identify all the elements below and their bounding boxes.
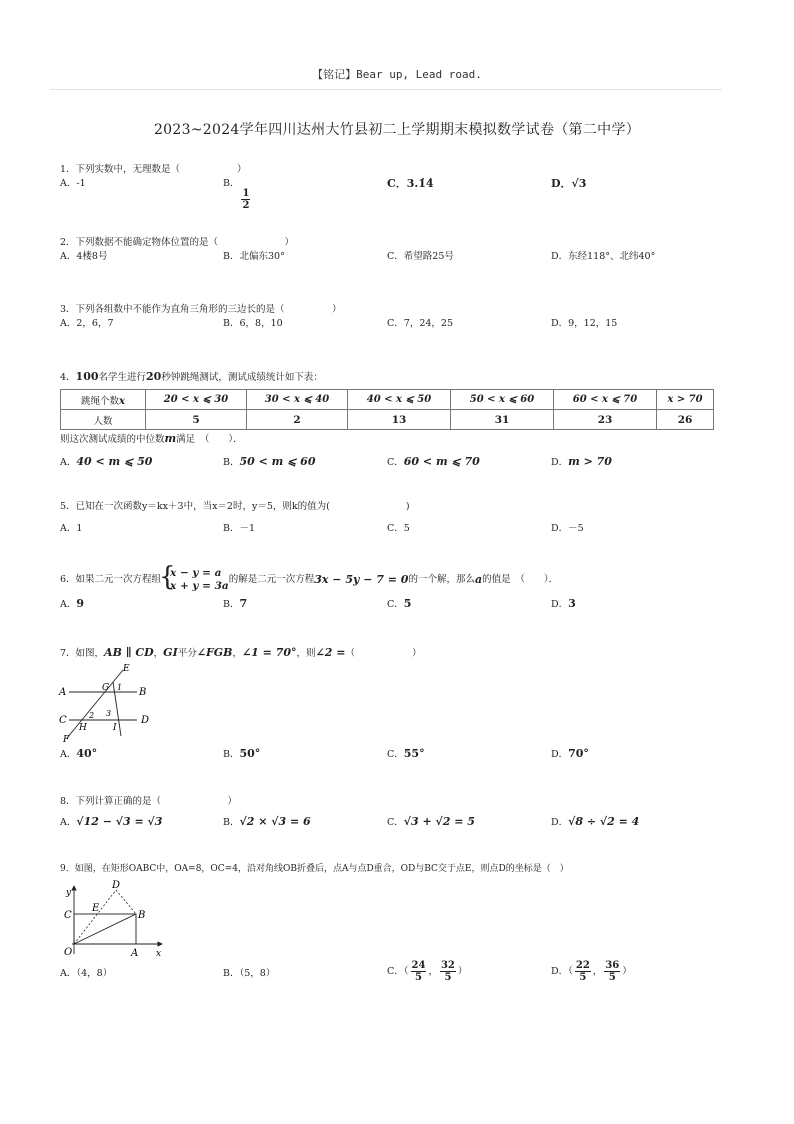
- option-d: D．东经118°、北纬40°: [551, 251, 656, 262]
- option-b: B．√2 × √3 = 6: [223, 815, 311, 828]
- question-stem: 4．100名学生进行20秒钟跳绳测试，测试成绩统计如下表：: [60, 370, 323, 383]
- rectangle-fold-figure: [58, 876, 168, 960]
- label-c: C: [64, 910, 72, 921]
- motto-header: 【铭记】Bear up, Lead road.: [312, 68, 482, 81]
- question-stem: 9．如图，在矩形OABC中，OA=8，OC=4，沿对角线OB折叠后，点A与点D重合，OD与BC交于点E，则点D的坐标是（ ）: [60, 864, 569, 874]
- option-c: C．7，24，25: [387, 318, 453, 329]
- label-a: A: [59, 687, 67, 698]
- option-c: C．3.1̇4̇: [387, 177, 434, 190]
- option-b: B．北偏东30°: [223, 251, 285, 262]
- option-c: C．5: [387, 597, 412, 610]
- option-d: D．m > 70: [551, 455, 612, 468]
- label-o: O: [64, 947, 73, 958]
- label-d: D: [141, 715, 150, 726]
- question-9-options: [60, 960, 720, 990]
- question-4-continued: [60, 432, 720, 481]
- table-row: [61, 410, 714, 430]
- option-a: A．（4，8）: [60, 968, 113, 979]
- question-7-options: [60, 747, 720, 773]
- option-d: D．（ $\frac{22}{5}$ ， $\frac{36}{5}$ ）: [551, 960, 632, 983]
- header-divider: [50, 89, 722, 90]
- label-i: I: [113, 723, 117, 733]
- option-b: B．7: [223, 597, 248, 610]
- question-stem: 6．如果二元一次方程组 { x − y = a x + y = 3a 的解是二元一次方程 3x − 5y − 7 = 0 的一个解，那么 a 的值是 （ ）．: [60, 566, 720, 594]
- table-cell: 5: [146, 410, 247, 430]
- question-2: [60, 236, 720, 276]
- option-a: A．-1: [60, 178, 86, 189]
- question-stem: 5．已知在一次函数y＝kx＋3中，当x＝2时，y＝5，则k的值为( ): [60, 501, 410, 512]
- question-stem: 3．下列各组数中不能作为直角三角形的三边长的是（ ）: [60, 304, 342, 315]
- label-f: F: [63, 735, 70, 744]
- question-8: [60, 795, 720, 841]
- option-d: D．√3: [551, 177, 587, 190]
- table-header-cell: 20 < x ⩽ 30: [146, 390, 247, 410]
- score-table: [60, 389, 714, 430]
- table-header-cell: 跳绳个数x: [61, 390, 146, 410]
- label-angle-2: 2: [89, 711, 95, 720]
- table-cell: 人数: [61, 410, 146, 430]
- option-c: C．√3 + √2 = 5: [387, 815, 475, 828]
- option-c: C．5: [387, 523, 410, 534]
- question-7: [60, 646, 720, 661]
- option-b: B．50°: [223, 747, 261, 760]
- option-a: A．4楼8号: [60, 251, 108, 262]
- label-e: E: [92, 903, 100, 914]
- question-3: [60, 303, 720, 343]
- option-a: A．√12 − √3 = √3: [60, 815, 163, 828]
- table-header-row: [61, 390, 714, 410]
- label-b: B: [138, 910, 146, 921]
- option-d: D．－5: [551, 523, 584, 534]
- label-g: G: [102, 683, 110, 693]
- label-c: C: [59, 715, 67, 726]
- question-stem: 2．下列数据不能确定物体位置的是（ ）: [60, 237, 295, 248]
- label-angle-1: 1: [117, 683, 123, 692]
- table-header-cell: x > 70: [657, 390, 714, 410]
- option-c: C．（ $\frac{24}{5}$ ， $\frac{32}{5}$ ）: [387, 960, 468, 983]
- option-c: C．60 < m ⩽ 70: [387, 455, 480, 468]
- option-b: B．－1: [223, 523, 256, 534]
- label-e: E: [123, 664, 130, 674]
- option-c: C．55°: [387, 747, 425, 760]
- option-b: B．（5，8）: [223, 968, 276, 979]
- label-b: B: [139, 687, 147, 698]
- table-cell: 26: [657, 410, 714, 430]
- equation-system: { x − y = a x + y = 3a: [161, 567, 229, 593]
- option-d: D．3: [551, 597, 576, 610]
- page-title: 2023~2024学年四川达州大竹县初二上学期期末模拟数学试卷（第二中学）: [153, 122, 641, 138]
- table-header-cell: 30 < x ⩽ 40: [247, 390, 348, 410]
- option-d: D．9，12，15: [551, 318, 618, 329]
- option-d: D．70°: [551, 747, 589, 760]
- option-c: C．希望路25号: [387, 251, 454, 262]
- table-cell: 2: [247, 410, 348, 430]
- option-a: A．40 < m ⩽ 50: [60, 455, 153, 468]
- label-angle-3: 3: [106, 709, 112, 718]
- table-cell: 31: [451, 410, 554, 430]
- option-a: A．1: [60, 523, 83, 534]
- label-a: A: [131, 948, 139, 959]
- table-header-cell: 50 < x ⩽ 60: [451, 390, 554, 410]
- question-4: [60, 370, 720, 385]
- option-a: A．40°: [60, 747, 98, 760]
- question-stem: 1．下列实数中，无理数是（ ）: [60, 164, 247, 175]
- question-stem: 则这次测试成绩的中位数m满足 （ ）．: [60, 432, 243, 445]
- question-1: [60, 163, 720, 211]
- option-d: D．√8 ÷ √2 = 4: [551, 815, 640, 828]
- label-y: y: [66, 888, 72, 898]
- table-cell: 13: [348, 410, 451, 430]
- fold-line-od: [74, 890, 116, 944]
- question-stem: 8．下列计算正确的是（ ）: [60, 796, 238, 807]
- option-a: A．2，6，7: [60, 318, 114, 329]
- question-9: [60, 862, 720, 876]
- parallel-lines-figure: [55, 660, 165, 744]
- option-a: A．9: [60, 597, 85, 610]
- table-header-cell: 60 < x ⩽ 70: [554, 390, 657, 410]
- table-cell: 23: [554, 410, 657, 430]
- option-b: B．6，8，10: [223, 318, 283, 329]
- question-5: [60, 500, 720, 548]
- option-b: B．50 < m ⩽ 60: [223, 455, 316, 468]
- question-6: [60, 566, 720, 623]
- label-x: x: [156, 949, 162, 959]
- table-header-cell: 40 < x ⩽ 50: [348, 390, 451, 410]
- label-h: H: [79, 723, 87, 733]
- label-d: D: [112, 880, 121, 891]
- diagonal-ob: [74, 914, 136, 944]
- question-stem: 7．如图，AB ∥ CD，GI平分∠FGB，∠1 = 70°，则∠2 =（ ）: [60, 646, 422, 659]
- fold-line-db: [116, 890, 136, 914]
- option-b: B． $\frac{1}{2}$: [223, 178, 250, 211]
